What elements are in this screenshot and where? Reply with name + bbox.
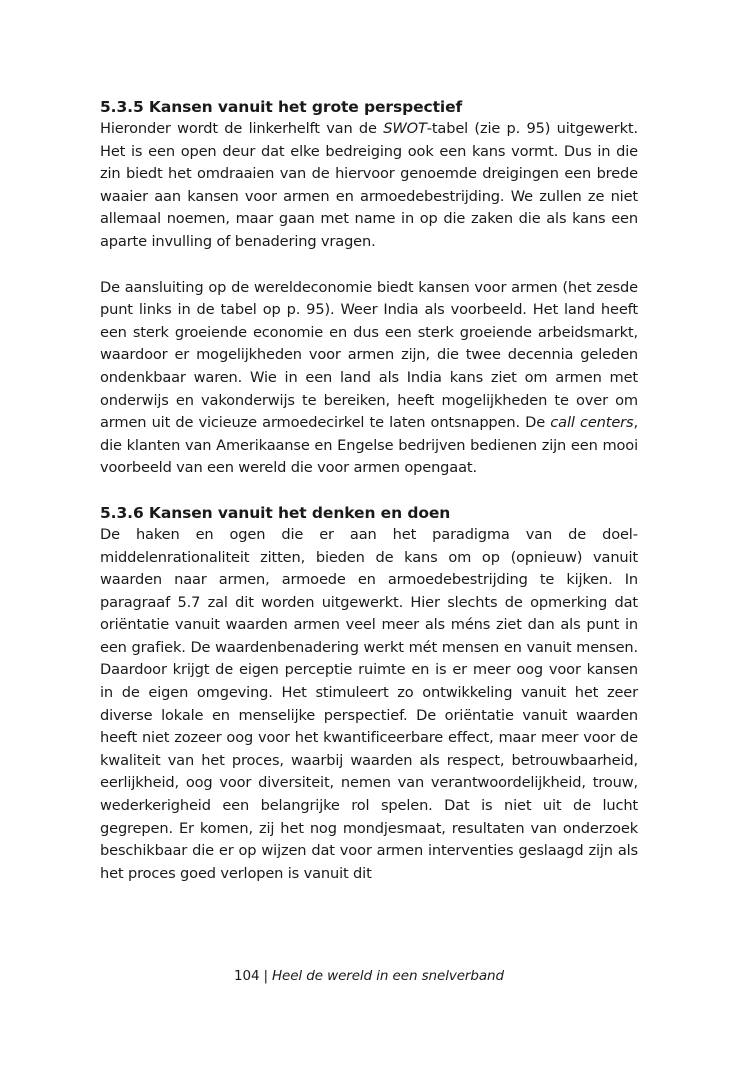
paragraph-gap <box>100 480 638 502</box>
page-number: 104 <box>234 968 260 984</box>
emphasis-call-centers: call centers <box>550 414 634 432</box>
book-title: Heel de wereld in een snelverband <box>271 968 504 984</box>
paragraph-values-orientation: De haken en ogen die er aan het paradigma van de doelmiddelenrationaliteit zitten, bieden de kans om op (opnieuw) vanuit waarden naar armen, armoede en armoedebestrijding te kijken. In paragraaf 5.7 zal dit worden uitgewerkt. Hier slechts de opmerking dat oriëntatie vanuit waarden armen veel meer als méns ziet dan als punt in een grafiek. De waardenbenadering werkt mét mensen en vanuit mensen. Daardoor krijgt de eigen perceptie ruimte en is er meer oog voor kansen in de eigen omgeving. Het stimuleert zo ontwikkeling vanuit het zeer diverse lokale en menselijke perspectief. De oriëntatie vanuit waarden heeft niet zozeer oog voor het kwantificeerbare effect, maar meer voor de kwaliteit van het proces, waarbij waarden als respect, betrouwbaarheid, eerlijkheid, oog voor diversiteit, nemen van verantwoordelijkheid, trouw, wederkerigheid een belangrijke rol spelen. Dat is niet uit de lucht gegrepen. Er komen, zij het nog mondjesmaat, resultaten van onderzoek beschikbaar die er op wijzen dat voor armen interventies geslaagd zijn als het proces goed verlopen is vanuit dit <box>100 525 638 882</box>
paragraph-text: , die klanten van Amerikaanse en Engelse bedrijven bedienen zijn een mooi voorbeeld van een wereld die voor armen opengaat. <box>100 414 638 477</box>
section-heading-5-3-6: 5.3.6 Kansen vanuit het denken en doen <box>100 503 451 522</box>
paragraph-world-economy <box>100 277 638 480</box>
paragraph-text: De aansluiting op de wereldeconomie biedt kansen voor armen (het zesde punt links in de tabel op p. 95). Weer India als voorbeeld. Het land heeft een sterk groeiende economie en dus een sterk groeiende arbeidsmarkt, waardoor er mogelijkheden voor armen zijn, die twee decennia geleden ondenkbaar waren. Wie in een land als India kans ziet om armen met onderwijs en vakonderwijs te bereiken, heeft mogelijkheden te over om armen uit de vicieuze armoedecirkel te laten ontsnappen. De <box>100 278 638 432</box>
paragraph-gap <box>100 254 638 277</box>
page-footer <box>0 966 738 986</box>
section-heading-5-3-5: 5.3.5 Kansen vanuit het grote perspectief <box>100 98 463 116</box>
page-body <box>100 96 638 885</box>
paragraph-text: Hieronder wordt de linkerhelft van de <box>100 120 384 137</box>
footer-separator: | <box>263 968 268 984</box>
emphasis-swot: SWOT <box>383 120 427 137</box>
paragraph-swot-intro <box>100 118 638 254</box>
paragraph-text: -tabel (zie p. 95) uitgewerkt. Het is een open deur dat elke bedreiging ook een kans vormt. Dus in die zin biedt het omdraaien van de hiervoor genoemde dreigingen een brede waaier aan kansen voor armen en armoedebestrijding. We zullen ze niet allemaal noemen, maar gaan met name in op die zaken die als kans een aparte invulling of benadering vragen. <box>100 120 638 250</box>
